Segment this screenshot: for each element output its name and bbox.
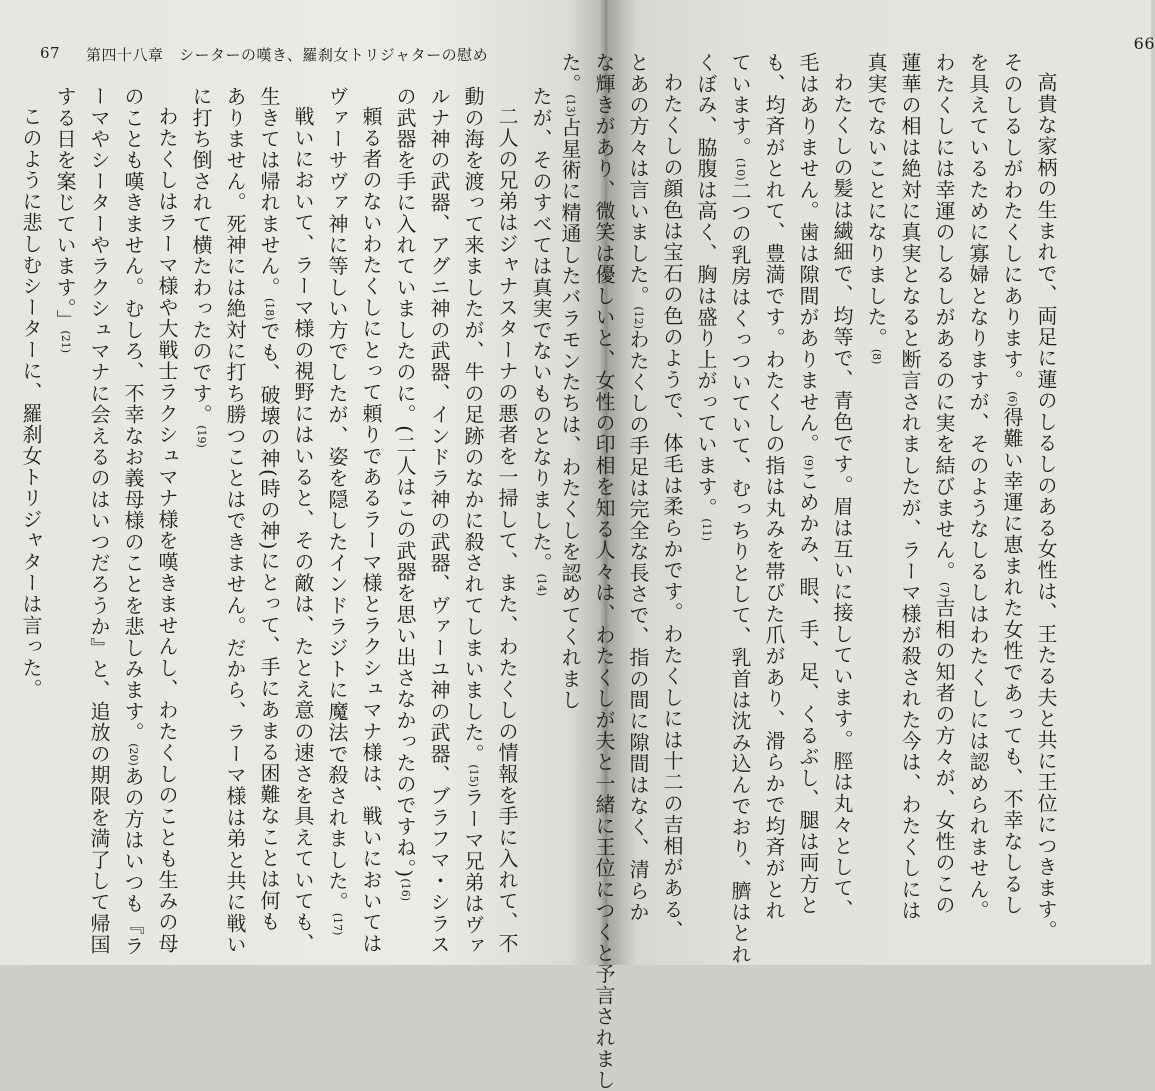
text-line: 生きては帰れません。(18)でも、破壊の神(時の神)にとって、手にあまる困難なことは何も	[257, 86, 281, 933]
text-line: 毛はありません。歯は隙間がありません。(9)こめかみ、眼、手、足、くるぶし、腿は両方と	[796, 52, 820, 916]
left-body-text	[14, 86, 558, 957]
text-line: も、均斉がとれて、豊満です。わたくしの指は丸みを帯びた爪があり、滑らかで均斉がとれ	[762, 52, 786, 922]
text-line: の武器を手に入れていましたのに。(二人はこの武器を思い出さなかったのですね。)(16)	[393, 86, 417, 902]
text-line: ーマやシーターやラクシュマナに会えるのはいつだろうか』と、追放の期限を満了して帰国	[87, 86, 111, 956]
text-line: ルナ神の武器、アグニ神の武器、インドラ神の武器、ヴァーユ神の武器、ブラフマ・シラス	[427, 86, 451, 956]
text-line: わたくしの顔色は宝石の色のようで、体毛は柔らかです。わたくしには十二の吉相がある、	[660, 72, 684, 942]
left-page	[0, 0, 604, 965]
text-line: 頼る者のないわたくしにとって頼りであるラーマ様とラクシュマナ様は、戦いにおいては	[359, 106, 383, 954]
text-line: たが、そのすべては真実でないものとなりました。(14)	[529, 86, 553, 597]
text-line: ています。(10)二つの乳房はくっついていて、むっちりとして、乳首は沈み込んでおり、臍はとれ	[728, 52, 752, 965]
text-line: わたくしはラーマ様や大戦士ラクシュマナ様を嘆きませんし、わたくしのことも生みの母	[155, 106, 179, 954]
text-line: 真実でないことになりました。(8)	[864, 52, 888, 365]
text-line: 高貴な家柄の生まれで、両足に蓮のしるしのある女性は、王たる夫と共に王位につきます。	[1034, 72, 1058, 942]
text-line: 動の海を渡って来ましたが、牛の足跡のなかに殺されてしまいました。(15)ラーマ兄弟はヴァ	[461, 86, 485, 957]
text-line: 蓮華の相は絶対に真実となると断言されましたが、ラーマ様が殺された今は、わたくしには	[898, 52, 922, 922]
right-body-text	[553, 52, 1063, 1091]
text-line: とあの方々は言いました。(12)わたくしの手足は完全な長さで、指の間に隙間はなく、清らか	[626, 52, 650, 923]
text-line: わたくしの髪は繊細で、均等で、青色です。眉は互いに接しています。脛は丸々として、	[830, 72, 854, 921]
text-line: わたくしには幸運のしるしがあるのに実を結びません。(7)吉相の知者の方々が、女性のこの	[932, 52, 956, 916]
text-line: 二人の兄弟はジャナスターナの悪者を一掃して、また、わたくしの情報を手に入れて、不	[495, 106, 519, 954]
left-page-number: 67	[40, 44, 61, 62]
text-line: くぼみ、脇腹は高く、胸は盛り上がっています。(11)	[694, 52, 718, 541]
text-line: に打ち倒されて横たわったのです。(19)	[189, 86, 213, 448]
text-line: た。(13)占星術に精通したバラモンたちは、わたくしを認めてくれまし	[558, 52, 582, 711]
text-line: ヴァーサヴァ神に等しい方でしたが、姿を隠したインドラジトに魔法で殺されました。(17)	[325, 86, 349, 936]
left-running-head: 第四十八章 シーターの嘆き、羅刹女トリジャターの慰め	[86, 46, 489, 64]
text-line: を具えているために寡婦となりますが、そのようなしるしはわたくしには認められません。	[966, 52, 990, 922]
right-page	[558, 0, 1155, 1091]
text-line: な輝きがあり、微笑は優しいと、女性の印相を知る人々は、わたくしが夫と一緒に王位につくと予言されまし	[592, 52, 616, 1091]
text-line: そのしるしがわたくしにあります。(6)得難い幸運に恵まれた女性であっても、不幸なしるし	[1000, 52, 1024, 916]
text-line: する日を案じています。」(21)	[53, 86, 77, 353]
right-page-number: 66	[1133, 34, 1155, 53]
text-line: 戦いにおいて、ラーマ様の視野にはいると、その敵は、たとえ意の速さを具えていても、	[291, 106, 315, 954]
text-line: このように悲しむシーターに、羅刹女トリジャターは言った。	[19, 106, 43, 700]
text-line: ありません。死神には絶対に打ち勝つことはできません。だから、ラーマ様は弟と共に戦い	[223, 86, 247, 956]
text-line: のことも嘆きません。むしろ、不幸なお義母様のことを悲しみます。(20)あの方はいつも『ラ	[121, 86, 145, 957]
